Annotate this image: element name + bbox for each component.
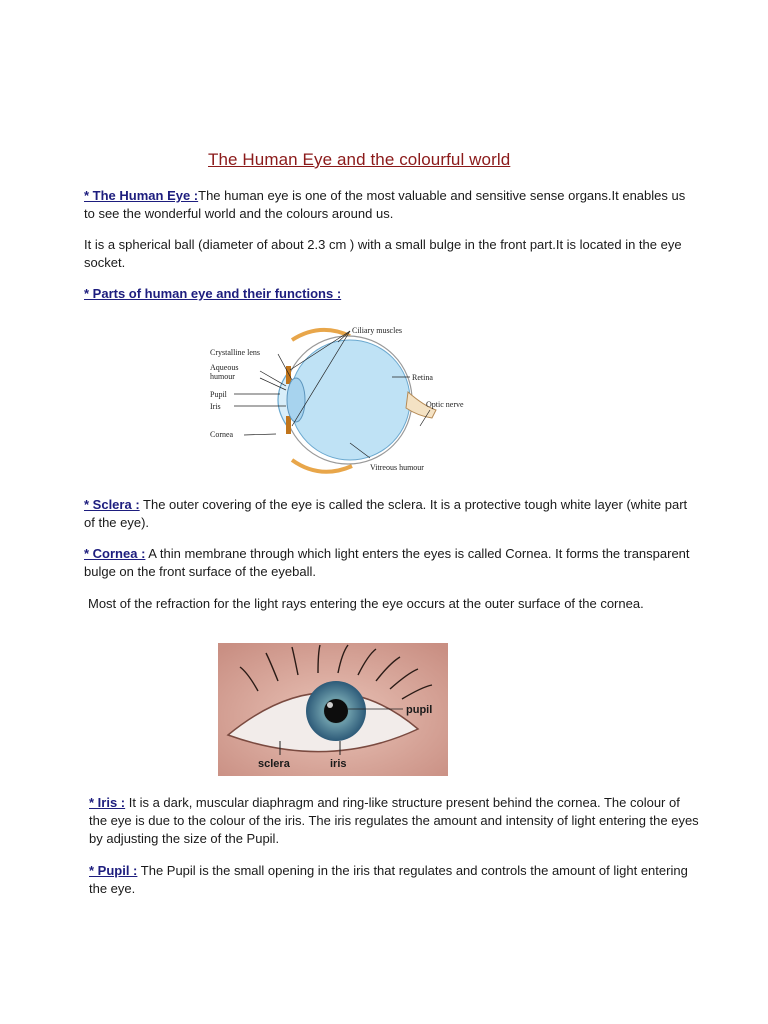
eye-photo <box>218 643 448 776</box>
sclera-term: * Sclera : <box>84 497 140 512</box>
cornea-term: * Cornea : <box>84 546 146 561</box>
iris-text: It is a dark, muscular diaphragm and ring-like structure present behind the cornea. The colour of the eye is due to the colour of the iris. The iris regulates the amount and intensity of light entering the eyes by adjusting the size of the Pupil. <box>89 795 699 846</box>
intro-text: The human eye is one of the most valuable and sensitive sense organs.It enables us to see the wonderful world and the colours around us. <box>84 188 686 221</box>
spherical-paragraph: It is a spherical ball (diameter of about 2.3 cm ) with a small bulge in the front part.It is located in the eye socket. <box>84 237 682 270</box>
label-retina: Retina <box>412 373 433 382</box>
pupil-term: * Pupil : <box>89 863 138 878</box>
photo-label-pupil: pupil <box>406 704 433 716</box>
human-eye-term: * The Human Eye : <box>84 188 199 203</box>
label-ciliary-muscles: Ciliary muscles <box>352 326 402 335</box>
label-crystalline-lens: Crystalline lens <box>210 348 260 357</box>
photo-pupil <box>324 699 348 723</box>
page-title: The Human Eye and the colourful world <box>208 150 511 169</box>
label-aqueous: Aqueous <box>210 363 239 372</box>
sclera-text: The outer covering of the eye is called the sclera. It is a protective tough white layer (white part of the eye). <box>84 497 688 530</box>
label-humour: humour <box>210 372 235 381</box>
eye-diagram <box>200 318 490 482</box>
pupil-text: The Pupil is the small opening in the iris that regulates and controls the amount of light entering the eye. <box>89 863 688 896</box>
photo-label-sclera: sclera <box>258 758 290 770</box>
label-pupil: Pupil <box>210 390 227 399</box>
iris-paragraph <box>89 794 701 848</box>
label-optic-nerve: Optic nerve <box>426 400 464 409</box>
cornea-paragraph <box>84 545 696 581</box>
photo-label-iris: iris <box>330 758 347 770</box>
label-vitreous-humour: Vitreous humour <box>370 463 424 472</box>
refraction-paragraph: Most of the refraction for the light rays entering the eye occurs at the outer surface of the cornea. <box>88 596 644 611</box>
intro-paragraph <box>84 187 696 223</box>
iris-term: * Iris : <box>89 795 126 810</box>
label-iris: Iris <box>210 402 221 411</box>
parts-heading: * Parts of human eye and their functions : <box>84 286 342 301</box>
iris-top <box>286 366 291 384</box>
crystalline-lens <box>287 378 305 422</box>
iris-bottom <box>286 416 291 434</box>
sclera-paragraph <box>84 496 696 532</box>
pupil-paragraph <box>89 862 701 898</box>
cornea-text: A thin membrane through which light enters the eyes is called Cornea. It forms the transparent bulge on the front surface of the eyeball. <box>84 546 690 579</box>
label-cornea: Cornea <box>210 430 234 439</box>
